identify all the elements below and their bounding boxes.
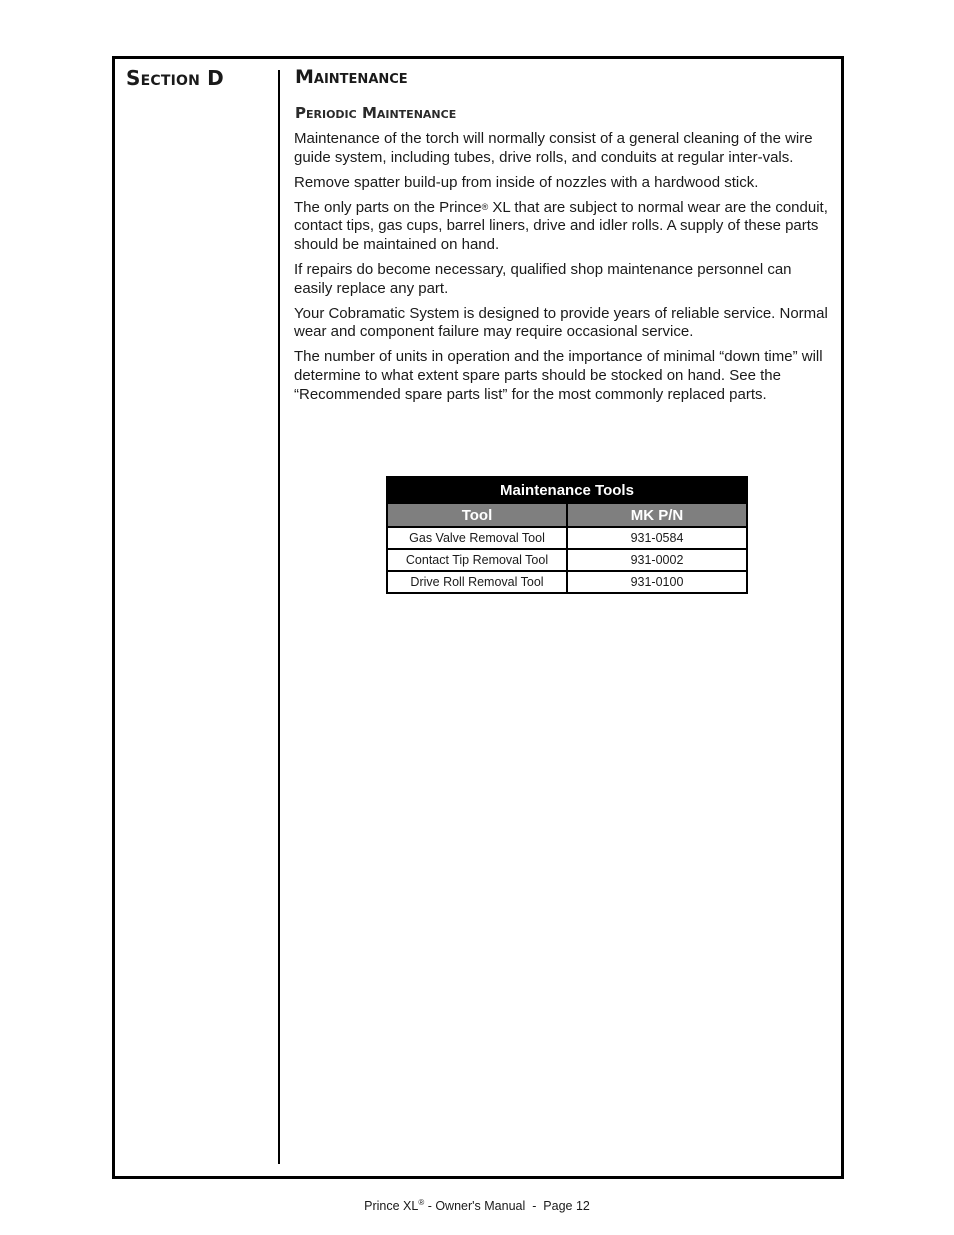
maintenance-tools-table: [386, 476, 748, 594]
tool-name-cell: Gas Valve Removal Tool: [387, 527, 567, 549]
registered-mark: ®: [481, 201, 489, 212]
body-text: [294, 130, 830, 411]
paragraph-text: XL that are subject to normal wear are the conduit, contact tips, gas cups, barrel liners, drive and idler rolls. A supply of these parts should be maintained on hand.: [294, 198, 828, 253]
paragraph: Maintenance of the torch will normally consist of a general cleaning of the wire guide system, including tubes, drive rolls, and conduits at regular inter-vals.: [294, 130, 813, 166]
table-caption: Maintenance Tools: [387, 477, 747, 503]
paragraph: Your Cobramatic System is designed to provide years of reliable service. Normal wear and component failure may require occasional service.: [294, 304, 828, 341]
tool-name-cell: Contact Tip Removal Tool: [387, 549, 567, 571]
footer-text: Prince XL: [364, 1199, 419, 1213]
table-row: [387, 527, 747, 549]
part-number-cell: 931-0002: [567, 549, 747, 571]
tool-name-cell: Drive Roll Removal Tool: [387, 571, 567, 593]
table-row: [387, 549, 747, 571]
paragraph: [294, 199, 830, 255]
section-label: Section D: [126, 66, 224, 90]
paragraph: If repairs do become necessary, qualified shop maintenance personnel can easily replace any part.: [294, 261, 792, 297]
part-number-cell: 931-0100: [567, 571, 747, 593]
page-title: Maintenance: [295, 66, 408, 88]
footer-text: - Owner's Manual - Page 12: [424, 1199, 590, 1213]
page-footer: [0, 1199, 954, 1213]
column-header-part-number: MK P/N: [567, 503, 747, 527]
paragraph: Remove spatter build-up from inside of nozzles with a hardwood stick.: [294, 173, 759, 191]
subsection-title: Periodic Maintenance: [295, 104, 457, 122]
registered-mark: ®: [418, 1198, 425, 1207]
paragraph: The number of units in operation and the importance of minimal “down time” will determine to what extent spare parts should be stocked on hand. See the “Recommended spare parts list” for the most commonly replaced parts.: [294, 348, 823, 403]
paragraph-text: The only parts on the Prince: [294, 198, 482, 216]
part-number-cell: 931-0584: [567, 527, 747, 549]
table-row: [387, 571, 747, 593]
column-header-tool: Tool: [387, 503, 567, 527]
column-divider: [278, 70, 280, 1164]
